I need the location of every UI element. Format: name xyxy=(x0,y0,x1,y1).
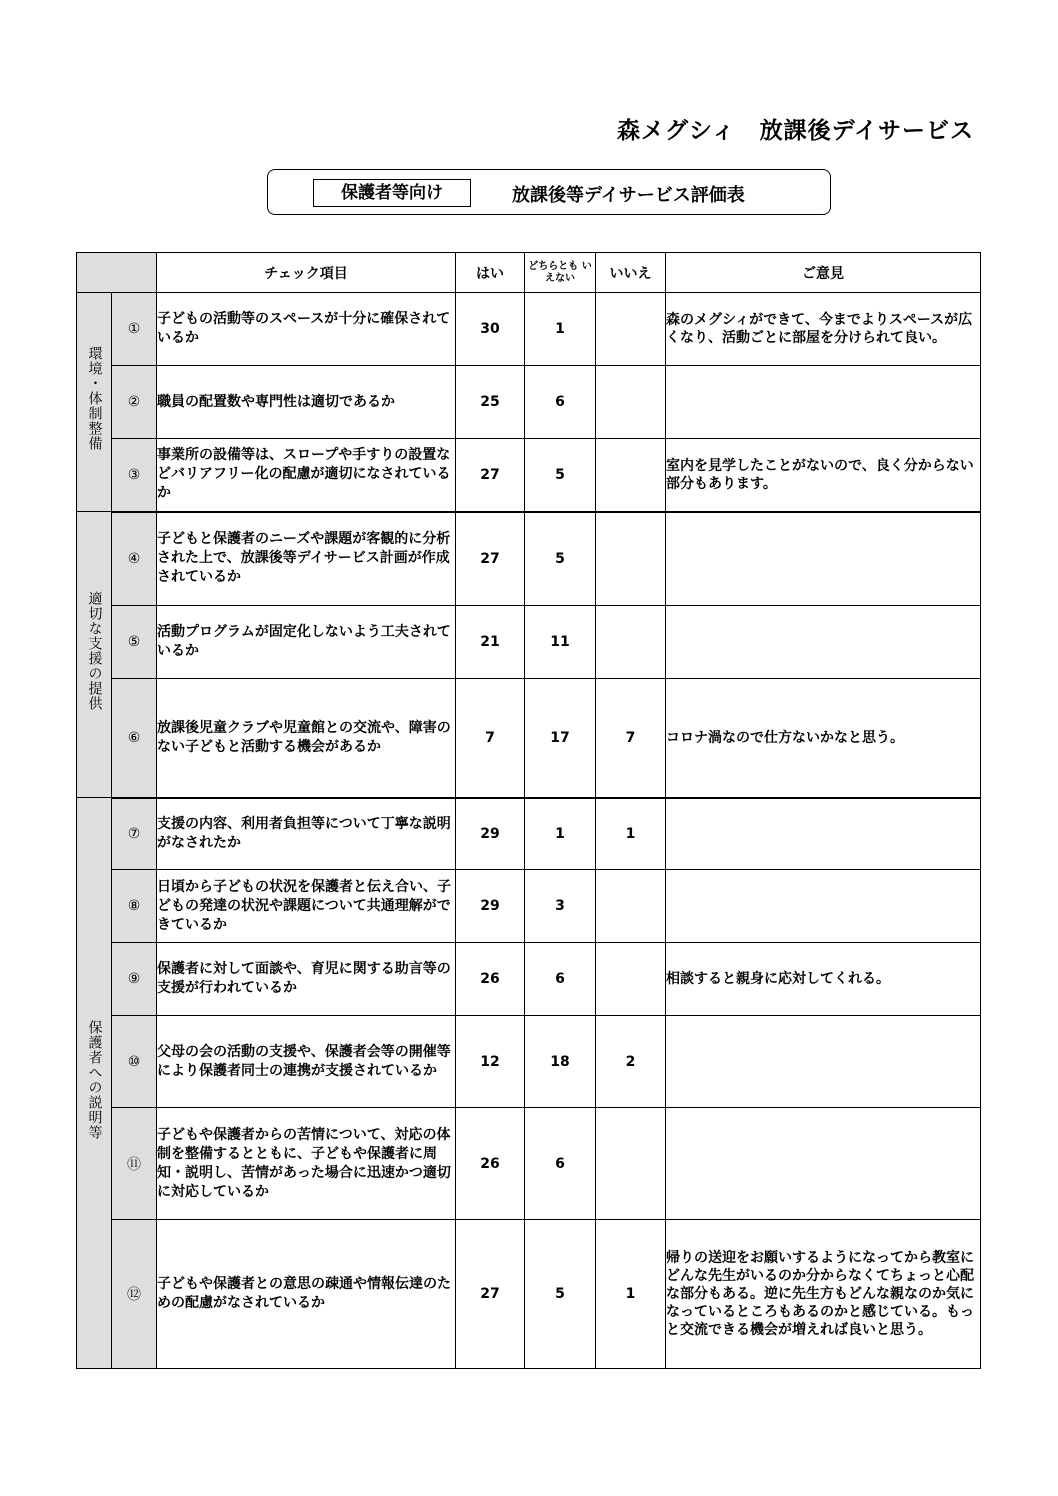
no-count: 2 xyxy=(596,1016,666,1108)
audience-tag: 保護者等向け xyxy=(313,179,471,207)
no-count xyxy=(596,512,666,606)
yes-count: 26 xyxy=(456,1108,525,1220)
yes-count: 27 xyxy=(456,512,525,606)
neither-count: 3 xyxy=(525,870,596,943)
row-number: ⑤ xyxy=(112,606,157,679)
neither-count: 1 xyxy=(525,798,596,870)
row-number: ⑨ xyxy=(112,943,157,1016)
row-number: ⑦ xyxy=(112,798,157,870)
row-number: ⑧ xyxy=(112,870,157,943)
opinion: 相談すると親身に応対してくれる。 xyxy=(666,943,981,1016)
opinion xyxy=(666,366,981,439)
row-number: ① xyxy=(112,293,157,366)
no-count xyxy=(596,606,666,679)
row-number: ④ xyxy=(112,512,157,606)
table-row xyxy=(77,943,981,1016)
opinion xyxy=(666,870,981,943)
no-count: 1 xyxy=(596,798,666,870)
check-item: 子どもや保護者との意思の疎通や情報伝達のための配慮がなされているか xyxy=(157,1220,456,1369)
check-item: 日頃から子どもの状況を保護者と伝え合い、子どもの発達の状況や課題について共通理解ができているか xyxy=(157,870,456,943)
category-label: 適切な支援の提供 xyxy=(86,591,103,711)
check-item: 放課後児童クラブや児童館との交流や、障害のない子どもと活動する機会があるか xyxy=(157,679,456,798)
yes-count: 26 xyxy=(456,943,525,1016)
check-item: 子どもと保護者のニーズや課題が客観的に分析された上で、放課後等デイサービス計画が作成されているか xyxy=(157,512,456,606)
neither-count: 17 xyxy=(525,679,596,798)
check-item: 父母の会の活動の支援や、保護者会等の開催等により保護者同士の連携が支援されているか xyxy=(157,1016,456,1108)
yes-count: 12 xyxy=(456,1016,525,1108)
check-item: 活動プログラムが固定化しないよう工夫されているか xyxy=(157,606,456,679)
check-item: 職員の配置数や専門性は適切であるか xyxy=(157,366,456,439)
row-number: ③ xyxy=(112,439,157,512)
header-blank xyxy=(77,253,157,293)
check-item: 子どもや保護者からの苦情について、対応の体制を整備するとともに、子どもや保護者に周知・説明し、苦情があった場合に迅速かつ適切に対応しているか xyxy=(157,1108,456,1220)
opinion xyxy=(666,512,981,606)
yes-count: 29 xyxy=(456,798,525,870)
opinion xyxy=(666,1108,981,1220)
opinion: 帰りの送迎をお願いするようになってから教室にどんな先生がいるのか分からなくてちょっと心配な部分もある。逆に先生方もどんな親なのか気になっているところもあるのかと感じている。もっと交流できる機会が増えれば良いと思う。 xyxy=(666,1220,981,1369)
check-item: 支援の内容、利用者負担等について丁寧な説明がなされたか xyxy=(157,798,456,870)
category-cell xyxy=(77,293,112,512)
check-item: 保護者に対して面談や、育児に関する助言等の支援が行われているか xyxy=(157,943,456,1016)
neither-count: 5 xyxy=(525,439,596,512)
table-row xyxy=(77,439,981,512)
header-row xyxy=(77,253,981,293)
no-count xyxy=(596,439,666,512)
row-number: ② xyxy=(112,366,157,439)
opinion xyxy=(666,606,981,679)
category-label: 保護者への説明等 xyxy=(86,1019,103,1140)
yes-count: 7 xyxy=(456,679,525,798)
opinion: コロナ渦なので仕方ないかなと思う。 xyxy=(666,679,981,798)
neither-count: 6 xyxy=(525,1108,596,1220)
header-item: チェック項目 xyxy=(157,253,456,293)
table-row xyxy=(77,798,981,870)
header-opinion: ご意見 xyxy=(666,253,981,293)
no-count xyxy=(596,870,666,943)
opinion: 室内を見学したことがないので、良く分からない部分もあります。 xyxy=(666,439,981,512)
neither-count: 6 xyxy=(525,943,596,1016)
opinion: 森のメグシィができて、今までよりスペースが広くなり、活動ごとに部屋を分けられて良い。 xyxy=(666,293,981,366)
category-cell xyxy=(77,798,112,1369)
document-title: 放課後等デイサービス評価表 xyxy=(512,185,745,206)
no-count xyxy=(596,293,666,366)
header-neither: どちらとも いえない xyxy=(525,253,596,293)
evaluation-table xyxy=(76,252,981,1369)
row-number: ⑫ xyxy=(112,1220,157,1369)
yes-count: 27 xyxy=(456,439,525,512)
yes-count: 30 xyxy=(456,293,525,366)
yes-count: 29 xyxy=(456,870,525,943)
table-row xyxy=(77,293,981,366)
opinion xyxy=(666,1016,981,1108)
yes-count: 27 xyxy=(456,1220,525,1369)
yes-count: 21 xyxy=(456,606,525,679)
no-count xyxy=(596,943,666,1016)
row-number: ⑪ xyxy=(112,1108,157,1220)
row-number: ⑩ xyxy=(112,1016,157,1108)
check-item: 子どもの活動等のスペースが十分に確保されているか xyxy=(157,293,456,366)
yes-count: 25 xyxy=(456,366,525,439)
check-item: 事業所の設備等は、スロープや手すりの設置などバリアフリー化の配慮が適切になされているか xyxy=(157,439,456,512)
table-row xyxy=(77,679,981,798)
no-count xyxy=(596,366,666,439)
table-row xyxy=(77,606,981,679)
category-label: 環境・体制整備 xyxy=(86,346,103,451)
table-row xyxy=(77,366,981,439)
table-row xyxy=(77,1220,981,1369)
header-no: いいえ xyxy=(596,253,666,293)
table-row xyxy=(77,1016,981,1108)
neither-count: 18 xyxy=(525,1016,596,1108)
table-row xyxy=(77,1108,981,1220)
organization-title: 森メグシィ 放課後デイサービス xyxy=(616,118,974,144)
table-row xyxy=(77,512,981,606)
no-count xyxy=(596,1108,666,1220)
document-title-box xyxy=(267,169,831,215)
neither-count: 1 xyxy=(525,293,596,366)
neither-count: 5 xyxy=(525,1220,596,1369)
no-count: 1 xyxy=(596,1220,666,1369)
header-yes: はい xyxy=(456,253,525,293)
neither-count: 6 xyxy=(525,366,596,439)
neither-count: 11 xyxy=(525,606,596,679)
no-count: 7 xyxy=(596,679,666,798)
neither-count: 5 xyxy=(525,512,596,606)
opinion xyxy=(666,798,981,870)
category-cell xyxy=(77,512,112,798)
table-row xyxy=(77,870,981,943)
row-number: ⑥ xyxy=(112,679,157,798)
